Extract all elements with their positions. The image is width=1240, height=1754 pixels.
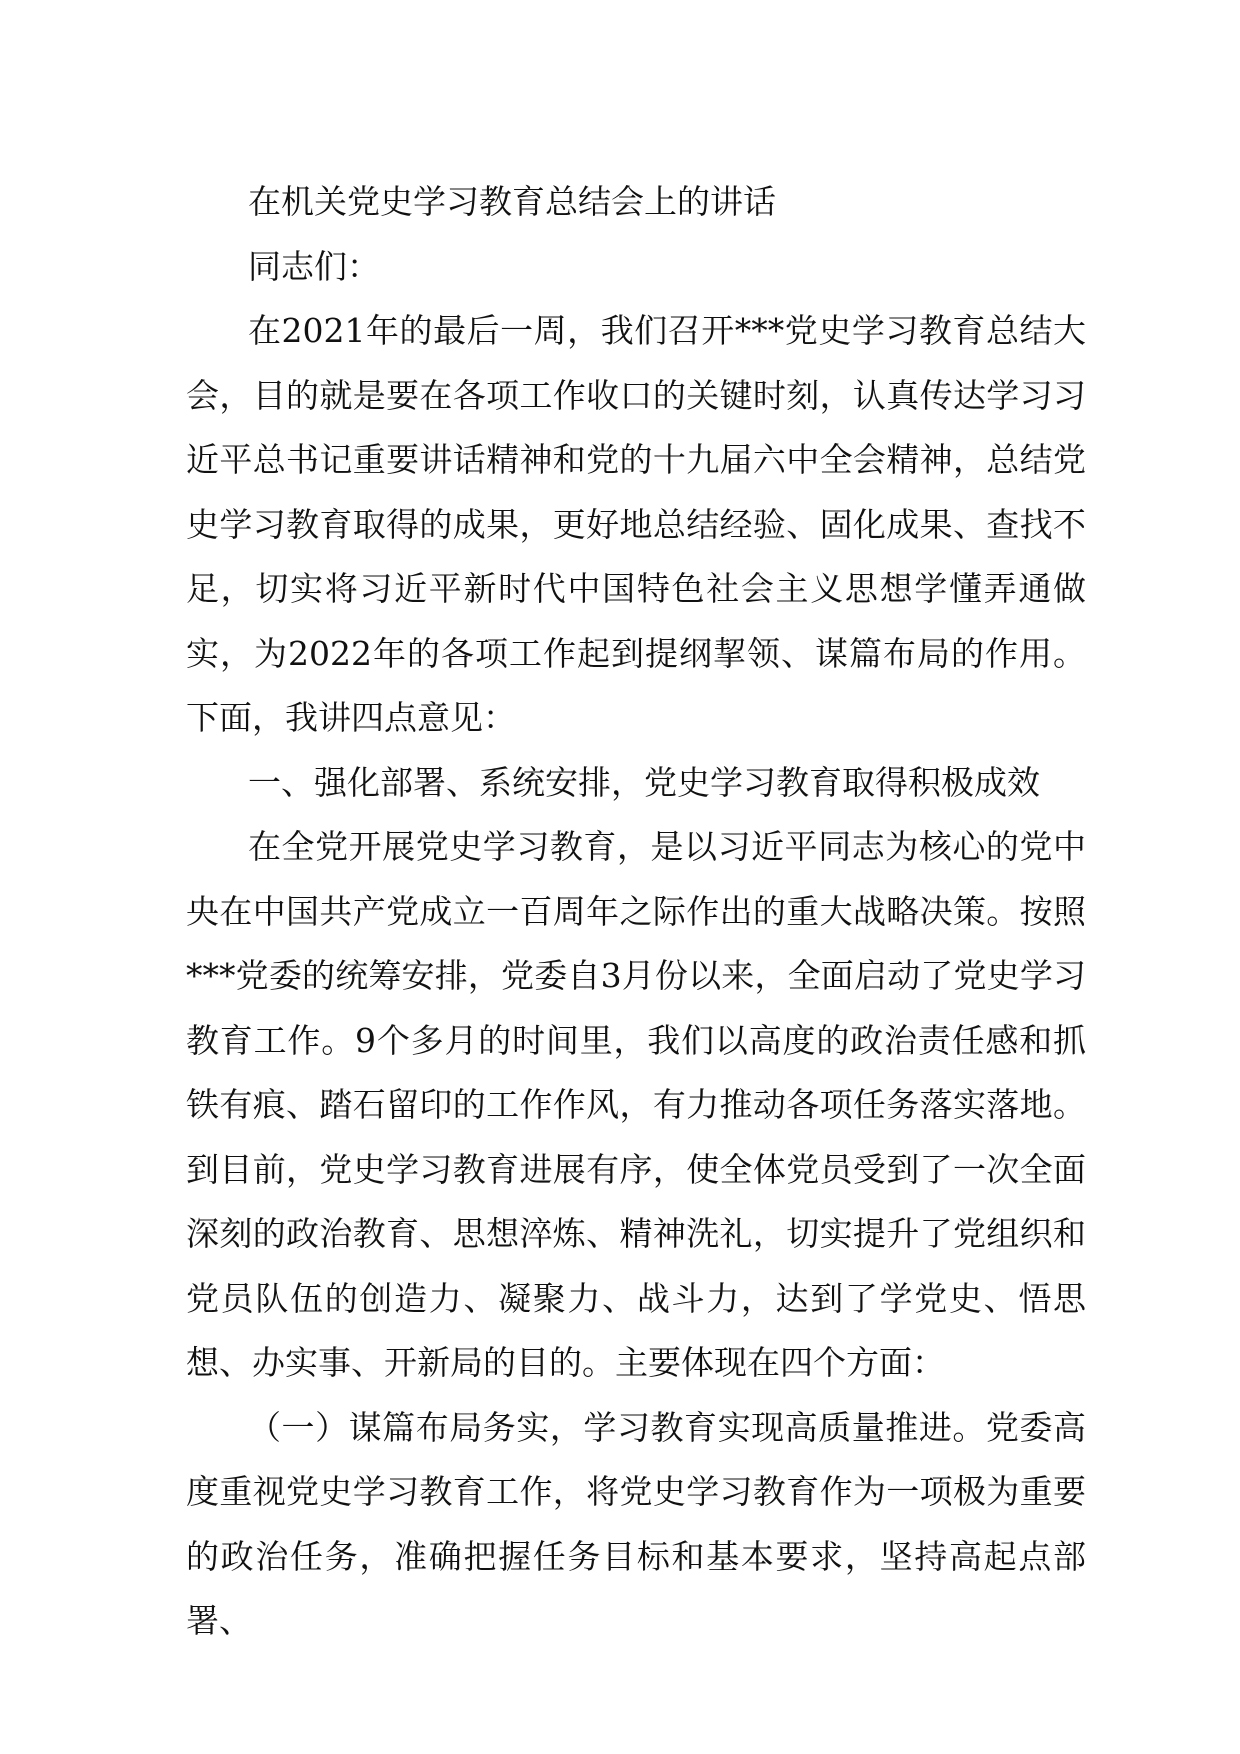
paragraph-subsection-1: （一）谋篇布局务实，学习教育实现高质量推进。党委高度重视党史学习教育工作，将党史学习教育作为一项极为重要的政治任务，准确把握任务目标和基本要求，坚持高起点部署、 bbox=[186, 1407, 1086, 1640]
paragraph-section-1: 在全党开展党史学习教育，是以习近平同志为核心的党中央在中国共产党成立一百周年之际作出的重大战略决策。按照***党委的统筹安排，党委自3月份以来，全面启动了党史学习教育工作。9个多月的时间里，我们以高度的政治责任感和抓铁有痕、踏石留印的工作作风，有力推动各项任务落实落地。到目前，党史学习教育进展有序，使全体党员受到了一次全面深刻的政治教育、思想淬炼、精神洗礼，切实提升了党组织和党员队伍的创造力、凝聚力、战斗力，达到了学党史、悟思想、办实事、开新局的目的。主要体现在四个方面： bbox=[186, 827, 1086, 1382]
document-body bbox=[186, 170, 1086, 1654]
document-title: 在机关党史学习教育总结会上的讲话 bbox=[248, 182, 776, 221]
paragraph-intro: 在2021年的最后一周，我们召开***党史学习教育总结大会，目的就是要在各项工作收口的关键时刻，认真传达学习习近平总书记重要讲话精神和党的十九届六中全会精神，总结党史学习教育取得的成果，更好地总结经验、固化成果、查找不足，切实将习近平新时代中国特色社会主义思想学懂弄通做实，为2022年的各项工作起到提纲挈领、谋篇布局的作用。下面，我讲四点意见： bbox=[186, 311, 1086, 737]
salutation: 同志们： bbox=[248, 246, 380, 286]
section-heading-1: 一、强化部署、系统安排，党史学习教育取得积极成效 bbox=[248, 762, 1040, 802]
